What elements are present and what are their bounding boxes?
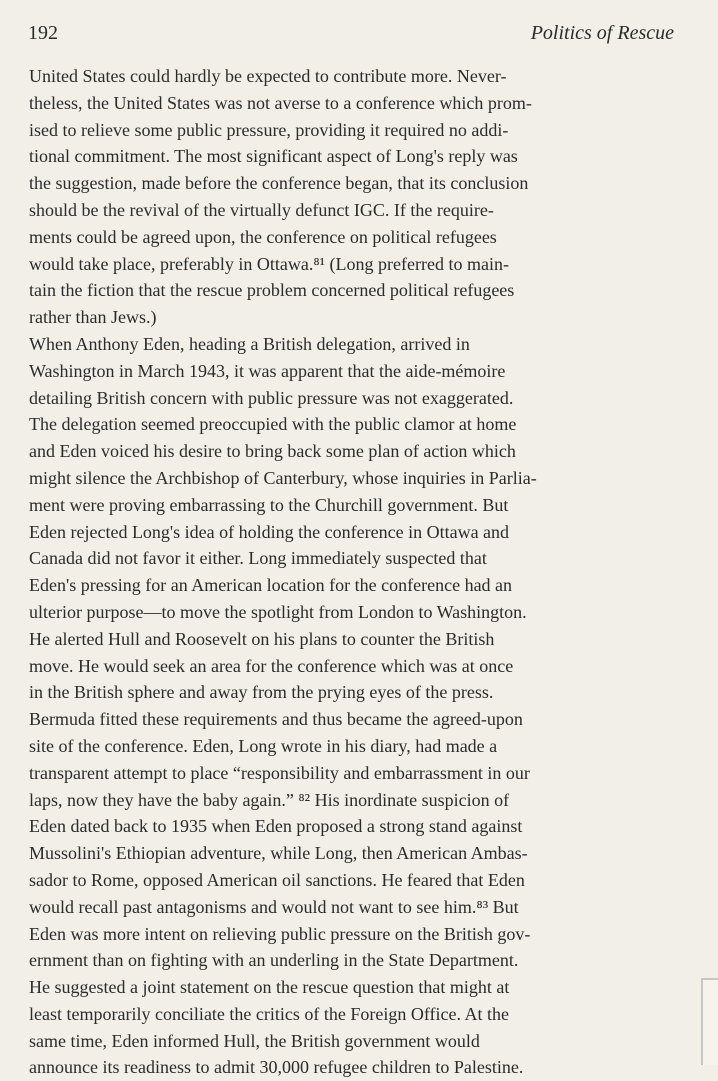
text-line: move. He would seek an area for the conference which was at once [29, 655, 514, 676]
text-line: sador to Rome, opposed American oil sanctions. He feared that Eden [29, 869, 525, 890]
text-line: ments could be agreed upon, the conference on political refugees [29, 226, 497, 247]
page-number: 192 [28, 22, 58, 44]
text-line: laps, now they have the baby again.” ⁸² His inordinate suspicion of [29, 789, 510, 810]
text-line: would take place, preferably in Ottawa.⁸¹ (Long preferred to main- [29, 253, 509, 274]
running-head: Politics of Rescue [530, 22, 674, 44]
text-line: might silence the Archbishop of Canterbury, whose inquiries in Parlia- [29, 467, 537, 488]
text-line: in the British sphere and away from the prying eyes of the press. [29, 682, 494, 703]
text-line: Eden's pressing for an American location for the conference had an [29, 575, 513, 596]
text-line: Eden dated back to 1935 when Eden proposed a strong stand against [29, 816, 523, 837]
text-line: announce its readiness to admit 30,000 refugee children to Palestine. [29, 1057, 524, 1078]
text-line: the suggestion, made before the conference began, that its conclusion [29, 173, 529, 194]
text-line: transparent attempt to place “responsibility and embarrassment in our [29, 762, 530, 783]
text-line: ernment than on fighting with an underling in the State Department. [29, 950, 519, 971]
text-line: detailing British concern with public pressure was not exaggerated. [29, 387, 514, 408]
text-line: The delegation seemed preoccupied with the public clamor at home [29, 414, 517, 435]
text-line: ment were proving embarrassing to the Churchill government. But [29, 494, 509, 515]
text-line: theless, the United States was not averse to a conference which prom- [29, 92, 532, 113]
text-line: He alerted Hull and Roosevelt on his plans to counter the British [29, 628, 495, 649]
text-line: should be the revival of the virtually defunct IGC. If the require- [29, 199, 494, 220]
text-line: tional commitment. The most significant aspect of Long's reply was [29, 146, 518, 167]
text-line: least temporarily conciliate the critics of the Foreign Office. At the [29, 1003, 510, 1024]
text-line: ulterior purpose—to move the spotlight from London to Washington. [29, 601, 527, 622]
body-text [29, 63, 674, 1081]
text-line: and Eden voiced his desire to bring back some plan of action which [29, 441, 516, 462]
text-line: would recall past antagonisms and would not want to see him.⁸³ But [29, 896, 519, 917]
text-line: site of the conference. Eden, Long wrote in his diary, had made a [29, 735, 498, 756]
text-line: same time, Eden informed Hull, the British government would [29, 1030, 480, 1051]
text-line: Eden rejected Long's idea of holding the conference in Ottawa and [29, 521, 510, 542]
text-line: ised to relieve some public pressure, providing it required no addi- [29, 119, 509, 140]
text-line: Canada did not favor it either. Long immediately suspected that [29, 548, 487, 569]
page-edge-mark [701, 978, 718, 1065]
text-line: United States could hardly be expected to contribute more. Never- [29, 66, 507, 86]
text-line: Eden was more intent on relieving public pressure on the British gov- [29, 923, 531, 944]
text-line: When Anthony Eden, heading a British delegation, arrived in [29, 333, 470, 354]
text-line: Washington in March 1943, it was apparent that the aide-mémoire [29, 360, 506, 381]
text-line: rather than Jews.) [29, 307, 157, 328]
text-line: Mussolini's Ethiopian adventure, while Long, then American Ambas- [29, 843, 528, 864]
page-header [28, 22, 674, 50]
text-line: tain the fiction that the rescue problem concerned political refugees [29, 280, 515, 301]
text-line: He suggested a joint statement on the rescue question that might at [29, 977, 510, 998]
text-line: Bermuda fitted these requirements and thus became the agreed-upon [29, 709, 523, 730]
